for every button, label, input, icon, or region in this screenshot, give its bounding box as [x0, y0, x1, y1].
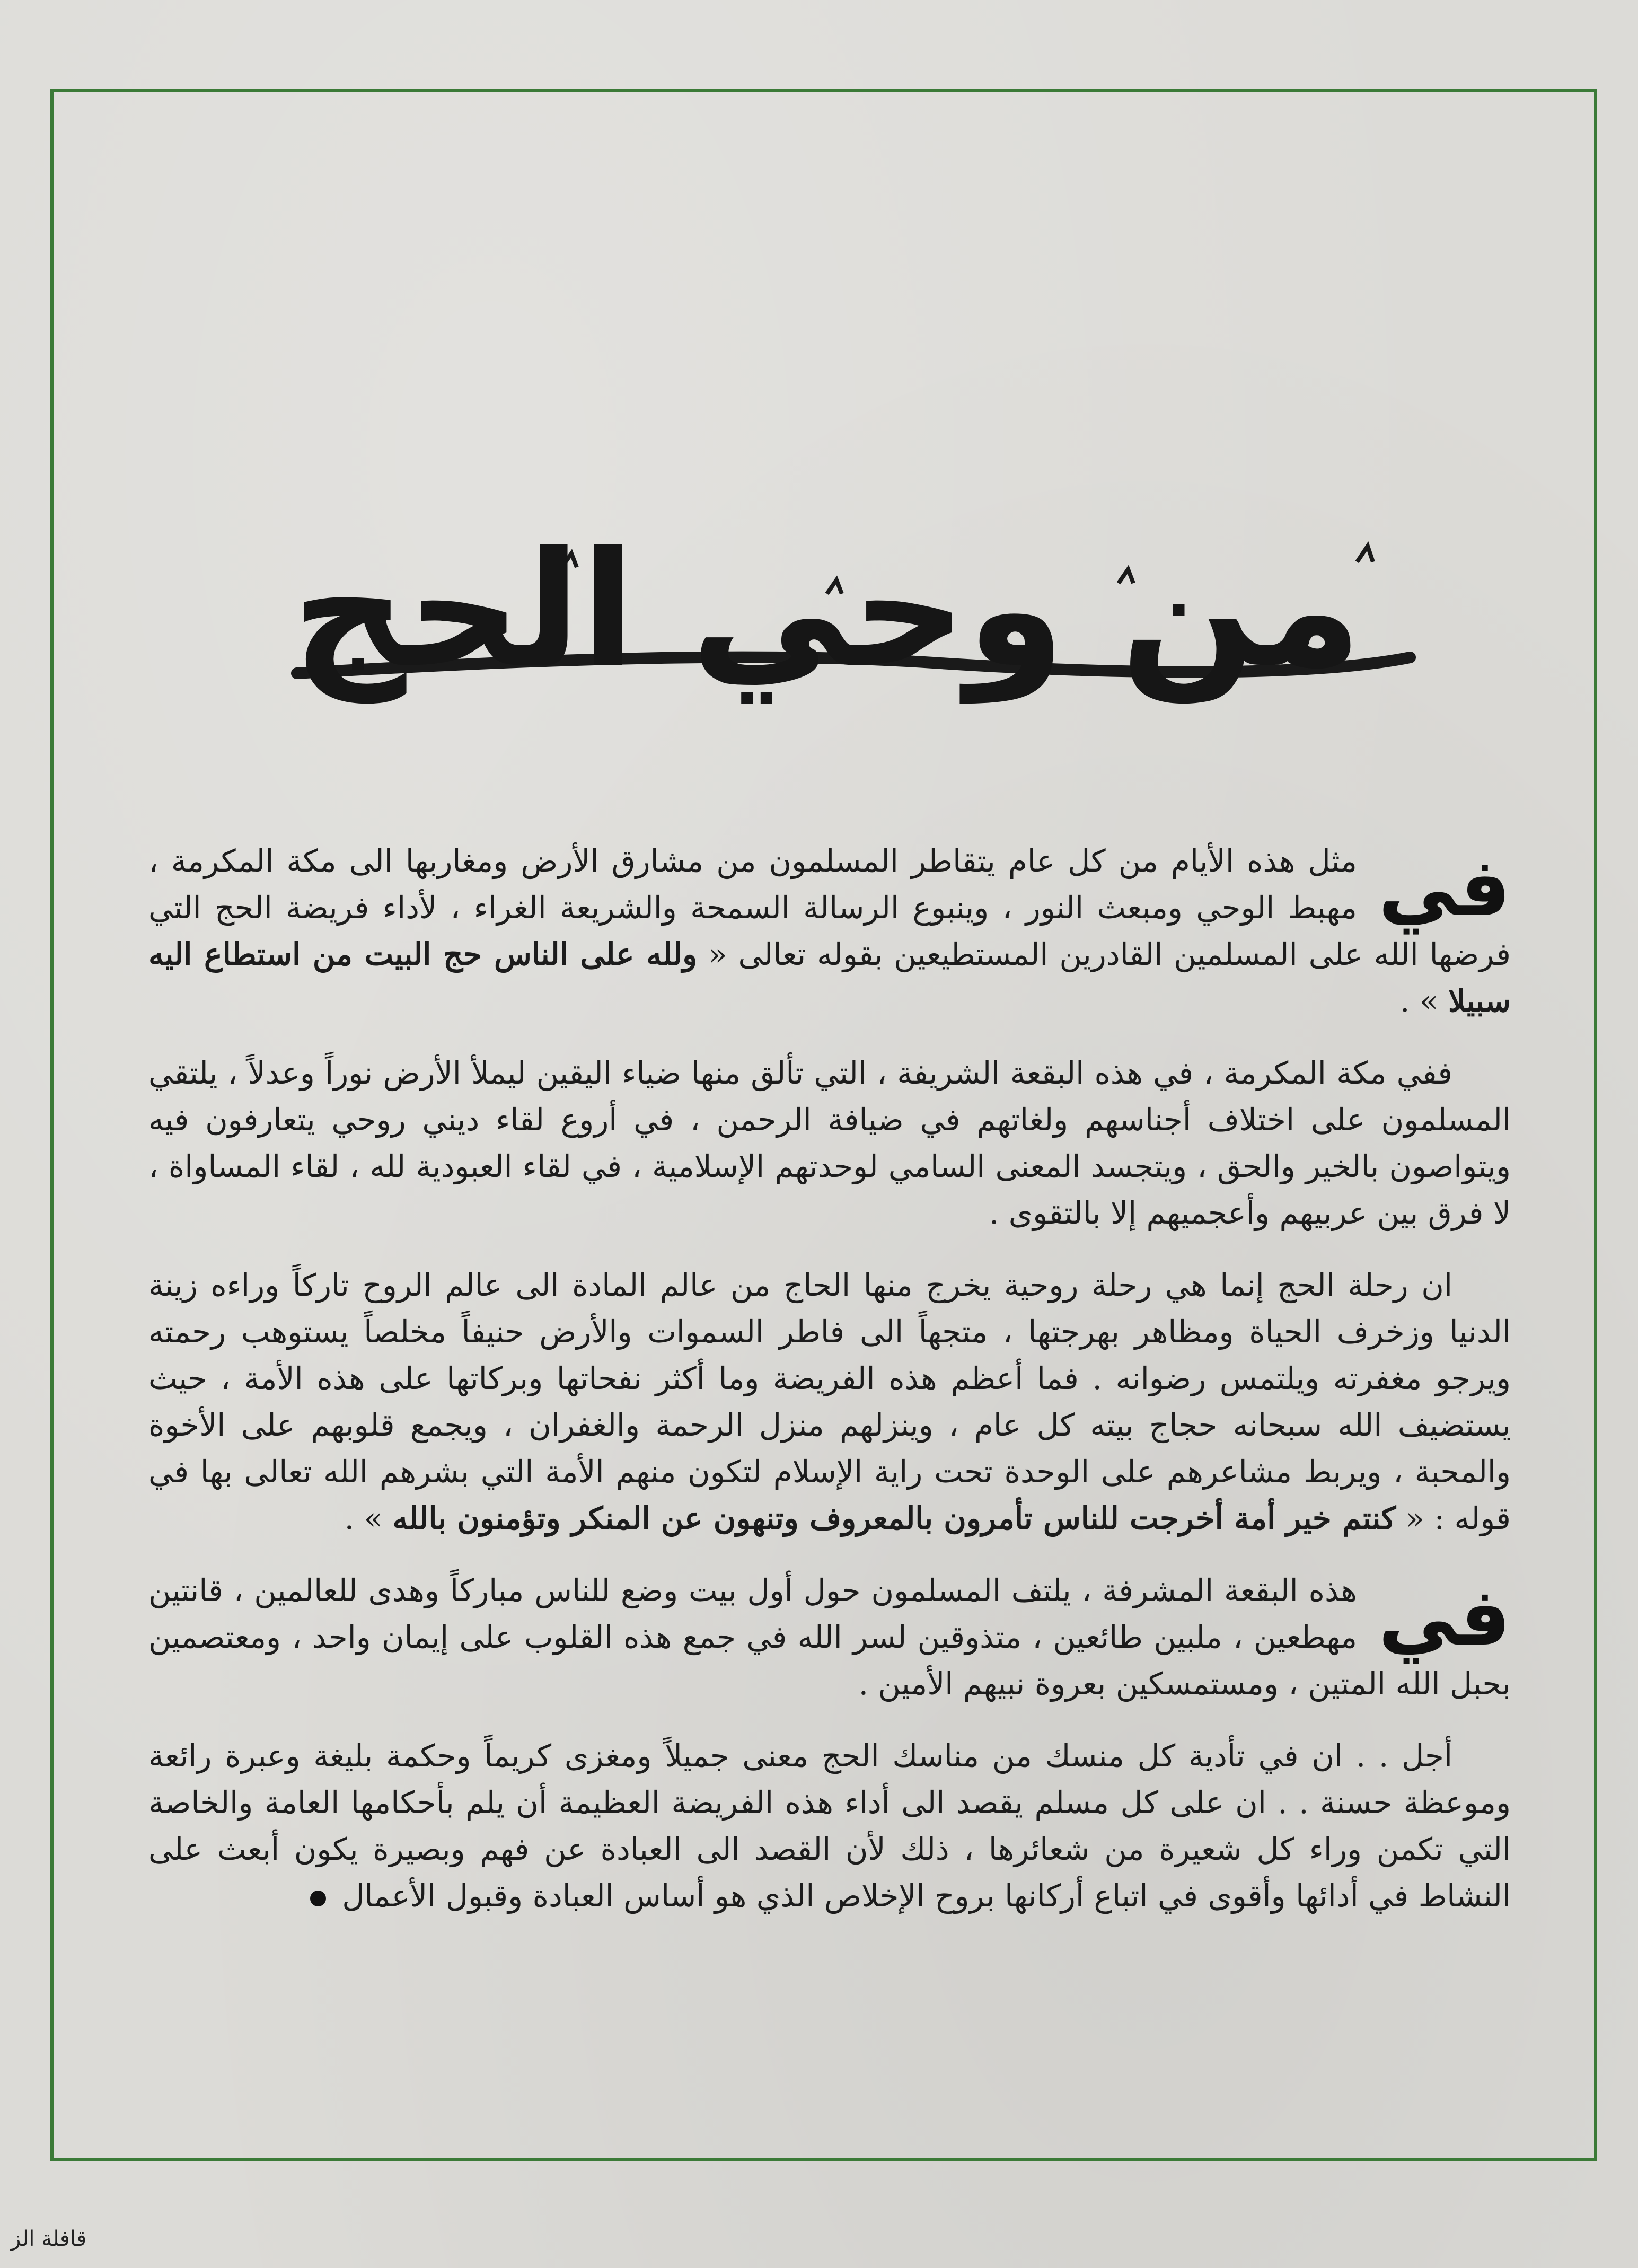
paragraph-5: [148, 1733, 1511, 1919]
quran-quote-2: كنتم خير أمة أخرجت للناس تأمرون بالمعروف وتنهون عن المنكر وتؤمنون بالله: [392, 1500, 1396, 1536]
paragraph-4: [148, 1567, 1511, 1707]
quran-quote-1: ولله على الناس حج البيت من استطاع اليه سبيلا: [148, 936, 1511, 1019]
paragraph-5-text: أجل . . ان في تأدية كل منسك من مناسك الحج معنى جميلاً ومغزى كريماً وحكمة بليغة وعبرة رائعة وموعظة حسنة . . ان على كل مسلم يقصد الى أداء هذه الفريضة العظيمة أن يلم بأحكامها العامة والخاصة التي تكمن وراء كل شعيرة من شعائرها ، ذلك لأن القصد الى العبادة عن فهم وبصيرة يكون أبعث على النشاط في أدائها وأقوى في اتباع أركانها بروح الإخلاص الذي هو أساس العبادة وقبول الأعمال: [148, 1738, 1511, 1914]
page-title: من وحي الحج: [292, 517, 1362, 702]
paragraph-3-text: ان رحلة الحج إنما هي رحلة روحية يخرج منها الحاج من عالم المادة الى عالم الروح تاركاً وراءه زينة الدنيا وزخرف الحياة ومظاهر بهرجتها ، متجهاً الى فاطر السموات والأرض حنيفاً مخلصاً يستوهب رحمته ويرجو مغفرته ويلتمس رضوانه . فما أعظم هذه الفريضة وما أكثر نفحاتها وبركاتها على هذه الأمة ، حيث يستضيف الله سبحانه حجاج بيته كل عام ، وينزلهم منزل الرحمة والغفران ، ويجمع قلوبهم على الأخوة والمحبة ، ويربط مشاعرهم على الوحدة تحت راية الإسلام لتكون منهم الأمة التي بشرهم الله تعالى بها في قوله : «: [148, 1267, 1511, 1536]
paragraph-2-text: ففي مكة المكرمة ، في هذه البقعة الشريفة ، التي تألق منها ضياء اليقين ليملأ الأرض نوراً وعدلاً ، يلتقي المسلمون على اختلاف أجناسهم ولغاتهم في ضيافة الرحمن ، في أروع لقاء ديني روحي يتعارفون فيه ويتواصون بالخير والحق ، ويتجسد المعنى السامي لوحدتهم الإسلامية ، في لقاء العبودية لله ، لقاء المساواة ، لا فرق بين عربيهم وأعجميهم إلا بالتقوى .: [148, 1055, 1511, 1231]
paragraph-1: [148, 838, 1511, 1024]
magazine-footer: قافلة الز: [11, 2227, 87, 2251]
article-body: [148, 838, 1511, 1945]
paragraph-4-text: هذه البقعة المشرفة ، يلتف المسلمون حول أول بيت وضع للناس مباركاً وهدى للعالمين ، قانتين مهطعين ، ملبين طائعين ، متذوقين لسر الله في جمع هذه القلوب على إيمان واحد ، ومعتصمين بحبل الله المتين ، ومستمسكين بعروة نبيهم الأمين .: [148, 1572, 1511, 1702]
paragraph-1-close: » .: [1399, 983, 1448, 1019]
calligraphy-title: [191, 498, 1463, 721]
drop-word-1: في: [1378, 842, 1511, 934]
paragraph-3-close: » .: [344, 1500, 393, 1536]
paragraph-3: [148, 1262, 1511, 1542]
drop-word-2: في: [1378, 1571, 1511, 1664]
paragraph-2: [148, 1050, 1511, 1236]
end-mark-icon: [310, 1891, 326, 1906]
paragraph-1-text: مثل هذه الأيام من كل عام يتقاطر المسلمون من مشارق الأرض ومغاربها الى مكة المكرمة ، مهبط الوحي ومبعث النور ، وينبوع الرسالة السمحة والشريعة الغراء ، لأداء فريضة الحج التي فرضها الله على المسلمين القادرين المستطيعين بقوله تعالى «: [148, 843, 1511, 972]
